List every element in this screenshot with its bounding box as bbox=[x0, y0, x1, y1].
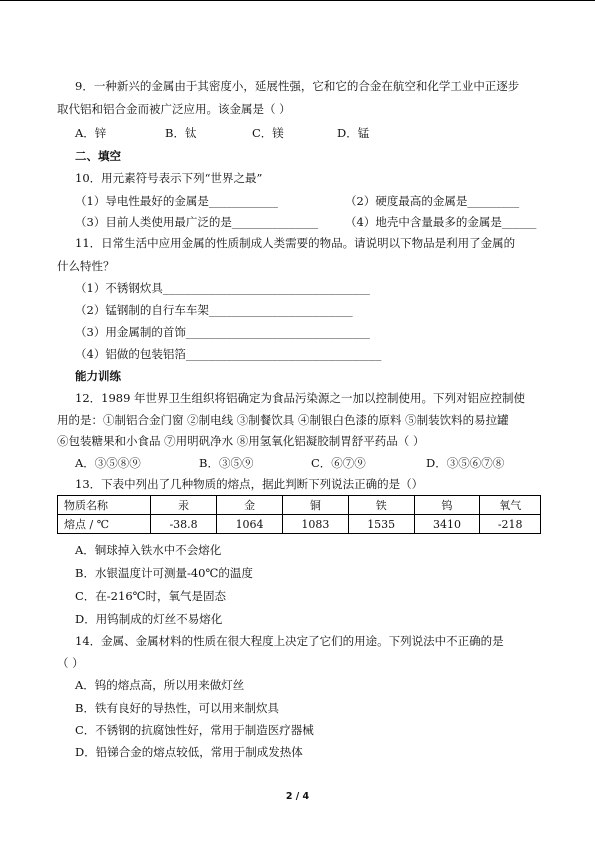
q11-item-3: （3）用金属制的首饰________________________________ bbox=[75, 325, 370, 339]
q10-item-3: （3）目前人类使用最广泛的是_______________ bbox=[75, 215, 319, 229]
q9-line-2: 取代铝和铝合金而被广泛应用。该金属是（ ） bbox=[57, 102, 291, 116]
table-cell: 熔点 / ℃ bbox=[58, 515, 151, 534]
table-cell: -38.8 bbox=[151, 515, 217, 534]
q10-item-1: （1）导电性最好的金属是____________ bbox=[75, 194, 278, 208]
table-cell: 铜 bbox=[282, 496, 348, 515]
q12-line-2: 用的是：①制铝合金门窗 ②制电线 ③制餐饮具 ④制银白色漆的原料 ⑤制装饮料的易拉罐 bbox=[57, 413, 509, 427]
q9-option-c: C．镁 bbox=[252, 126, 284, 140]
q13-stem: 13．下表中列出了几种物质的熔点，据此判断下列说法正确的是（） bbox=[75, 477, 424, 491]
q12-option-c: C．⑥⑦⑨ bbox=[311, 456, 366, 470]
q12-option-d: D．③⑤⑥⑦⑧ bbox=[426, 456, 505, 470]
table-cell: 3410 bbox=[414, 515, 480, 534]
q13-option-b: B．水银温度计可测量-40℃的温度 bbox=[75, 566, 253, 580]
q14-option-c: C．不锈钢的抗腐蚀性好，常用于制造医疗器械 bbox=[75, 723, 314, 737]
q13-option-c: C．在-216℃时，氧气是固态 bbox=[75, 589, 226, 603]
q11-item-4: （4）铝做的包装铝箔__________________________________ bbox=[75, 347, 382, 361]
q9-option-d: D．锰 bbox=[337, 126, 370, 140]
table-cell: 1535 bbox=[348, 515, 414, 534]
q13-option-d: D．用钨制成的灯丝不易熔化 bbox=[75, 612, 223, 626]
q13-option-a: A．铜球掉入铁水中不会熔化 bbox=[75, 543, 222, 557]
q14-option-b: B．铁有良好的导热性，可以用来制炊具 bbox=[75, 701, 279, 715]
table-row bbox=[58, 515, 541, 534]
q14-option-d: D．铅锑合金的熔点较低，常用于制成发热体 bbox=[75, 745, 303, 759]
section-title-ability: 能力训练 bbox=[75, 369, 121, 383]
table-cell: 1064 bbox=[217, 515, 283, 534]
q12-option-a: A．③⑤⑧⑨ bbox=[75, 456, 141, 470]
section-title-fill-in: 二、填空 bbox=[75, 149, 121, 163]
q12-line-1: 12．1989 年世界卫生组织将铝确定为食品污染源之一加以控制使用。下列对铝应控制使 bbox=[75, 391, 526, 405]
q10-item-4: （4）地壳中含量最多的金属是______ bbox=[345, 215, 537, 229]
table-cell: 物质名称 bbox=[58, 496, 151, 515]
q12-line-3: ⑥包装糖果和小食品 ⑦用明矾净水 ⑧用氢氧化铝凝胶制胃舒平药品（ ） bbox=[57, 434, 425, 448]
melting-point-table bbox=[57, 495, 541, 534]
table-cell: 1083 bbox=[282, 515, 348, 534]
q14-line-2: （ ） bbox=[57, 656, 84, 670]
table-cell: 氧气 bbox=[480, 496, 541, 515]
q9-option-b: B．钛 bbox=[165, 126, 197, 140]
table-cell: 汞 bbox=[151, 496, 217, 515]
table-cell: 金 bbox=[217, 496, 283, 515]
table-cell: -218 bbox=[480, 515, 541, 534]
q14-option-a: A．钨的熔点高，所以用来做灯丝 bbox=[75, 678, 245, 692]
q9-line-1: 9．一种新兴的金属由于其密度小，延展性强，它和它的合金在航空和化学工业中正逐步 bbox=[75, 79, 520, 93]
q11-line-1: 11．日常生活中应用金属的性质制成人类需要的物品。请说明以下物品是利用了金属的 bbox=[75, 236, 516, 250]
page-number: 2 / 4 bbox=[285, 791, 310, 802]
q12-option-b: B．③⑤⑨ bbox=[199, 456, 254, 470]
q10-stem: 10．用元素符号表示下列“世界之最” bbox=[75, 171, 263, 185]
q10-item-2: （2）硬度最高的金属是_________ bbox=[345, 194, 520, 208]
q11-item-2: （2）锰钢制的自行车车架_________________________ bbox=[75, 303, 353, 317]
q11-item-1: （1）不锈钢炊具____________________________________ bbox=[75, 281, 370, 295]
q9-option-a: A．锌 bbox=[75, 126, 107, 140]
table-header-row bbox=[58, 496, 541, 515]
q11-line-2: 什么特性？ bbox=[57, 259, 115, 273]
table-cell: 铁 bbox=[348, 496, 414, 515]
q14-line-1: 14．金属、金属材料的性质在很大程度上决定了它们的用途。下列说法中不正确的是 bbox=[75, 634, 504, 648]
table-cell: 钨 bbox=[414, 496, 480, 515]
